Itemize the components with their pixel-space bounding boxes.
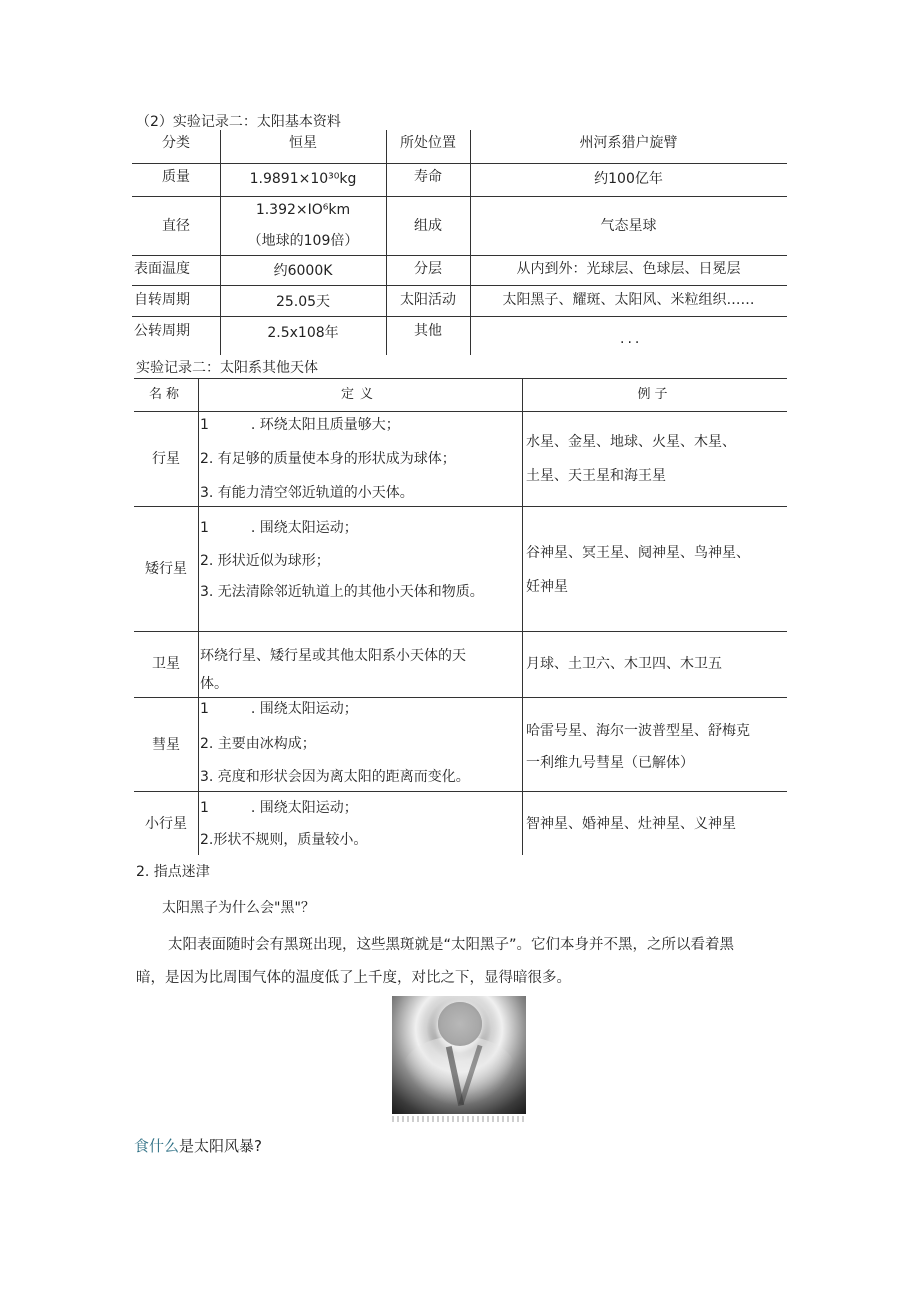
t2-comet-def2: 2. 主要由冰构成； — [200, 736, 316, 752]
t2-comet-ex2: 一利维九号彗星（已解体） — [526, 755, 694, 771]
t1-r1-v1: 恒星 — [289, 135, 317, 151]
t2-dwarf-def3: 3. 无法清除邻近轨道上的其他小天体和物质。 — [200, 584, 484, 600]
t2-planet-ex1: 水星、金星、地球、火星、木星、 — [526, 434, 736, 450]
t2-moon-def1: 环绕行星、矮行星或其他太阳系小天体的天 — [200, 648, 466, 664]
t1-r2-v1: 1.9891×10³⁰kg — [249, 171, 357, 187]
section2-title: 实验记录二：太阳系其他天体 — [136, 360, 318, 376]
t1-r1-k1: 分类 — [162, 135, 190, 151]
t2-header-name: 名称 — [148, 387, 183, 402]
question: 太阳黑子为什么会"黑"？ — [162, 900, 315, 916]
t1-r3-k1: 直径 — [162, 218, 190, 234]
tips-title: 2. 指点迷津 — [136, 864, 210, 880]
t1-r4-v2: 从内到外：光球层、色球层、日冕层 — [516, 261, 741, 277]
t1-r4-k1: 表面温度 — [134, 261, 190, 277]
t1-r2-v2: 约100亿年 — [594, 171, 663, 187]
t2-comet-def1: 1 . 围绕太阳运动； — [200, 701, 358, 717]
t2-dwarf-def2: 2. 形状近似为球形； — [200, 553, 330, 569]
t2-comet-name: 彗星 — [152, 737, 180, 753]
t1-r6-v2: ... — [620, 331, 643, 347]
photo-caption — [392, 1116, 526, 1122]
t1-r6-v1: 2.5x108年 — [267, 325, 339, 341]
footer-question-a: 食什么 — [134, 1137, 180, 1155]
t2-dwarf-name: 矮行星 — [145, 561, 187, 577]
paragraph-line2: 暗，是因为比周围气体的温度低了上千度，对比之下，显得暗很多。 — [136, 970, 571, 986]
footer-question-b: 是太阳风暴? — [179, 1137, 262, 1155]
t1-r4-k2: 分层 — [414, 261, 442, 277]
t1-r3-k2: 组成 — [414, 218, 442, 234]
t1-r5-v1: 25.05天 — [275, 294, 331, 310]
t2-header-def: 定义 — [340, 387, 379, 402]
t1-r3-v1a: 1.392×IO⁶km — [255, 202, 351, 218]
footer-question — [134, 1135, 262, 1156]
t2-dwarf-ex2: 妊神星 — [526, 579, 568, 595]
t2-comet-ex1: 哈雷号星、海尔一波普型星、舒梅克 — [526, 723, 750, 739]
paragraph-line1: 太阳表面随时会有黑斑出现，这些黑斑就是“太阳黑子”。它们本身并不黑，之所以看着黑 — [168, 937, 735, 953]
t2-planet-def3: 3. 有能力清空邻近轨道的小天体。 — [200, 485, 414, 501]
section1-title: （2）实验记录二：太阳基本资料 — [136, 114, 341, 130]
t1-r1-v2: 州河系猎户旋臂 — [579, 135, 678, 151]
t1-r1-k2: 所处位置 — [400, 135, 456, 151]
t2-moon-ex1: 月球、土卫六、木卫四、木卫五 — [526, 656, 722, 672]
t2-asteroid-def2: 2.形状不规则，质量较小。 — [200, 832, 368, 848]
t2-planet-ex2: 土星、天王星和海王星 — [526, 468, 666, 484]
t2-asteroid-def1: 1 . 围绕太阳运动； — [200, 800, 358, 816]
t1-r4-v1: 约6000K — [273, 263, 333, 279]
sunspot-photo — [392, 996, 526, 1114]
t1-r6-k2: 其他 — [414, 323, 442, 339]
t1-r2-k1: 质量 — [162, 169, 190, 185]
t2-planet-def2: 2. 有足够的质量使本身的形状成为球体； — [200, 451, 456, 467]
t1-r3-v1b: （地球的109倍） — [247, 233, 359, 249]
t2-dwarf-ex1: 谷神星、冥王星、阋神星、鸟神星、 — [526, 545, 750, 561]
t2-asteroid-name: 小行星 — [145, 816, 187, 832]
t2-header-ex: 例子 — [637, 387, 672, 402]
t2-asteroid-ex1: 智神星、婚神星、灶神星、义神星 — [526, 816, 736, 832]
t1-r5-k2: 太阳活动 — [400, 292, 456, 308]
t1-r2-k2: 寿命 — [414, 169, 442, 185]
t2-planet-def1: 1 . 环绕太阳且质量够大； — [200, 417, 400, 433]
t1-r6-k1: 公转周期 — [134, 323, 190, 339]
t1-r5-v2: 太阳黑子、耀斑、太阳风、米粒组织…… — [502, 292, 755, 308]
t2-moon-def2: 体。 — [200, 676, 228, 692]
t2-dwarf-def1: 1 . 围绕太阳运动； — [200, 520, 358, 536]
t1-r5-k1: 自转周期 — [134, 292, 190, 308]
t2-moon-name: 卫星 — [152, 656, 180, 672]
t1-r3-v2: 气态星球 — [600, 218, 657, 234]
t2-planet-name: 行星 — [152, 451, 180, 467]
t2-comet-def3: 3. 亮度和形状会因为离太阳的距离而变化。 — [200, 769, 470, 785]
